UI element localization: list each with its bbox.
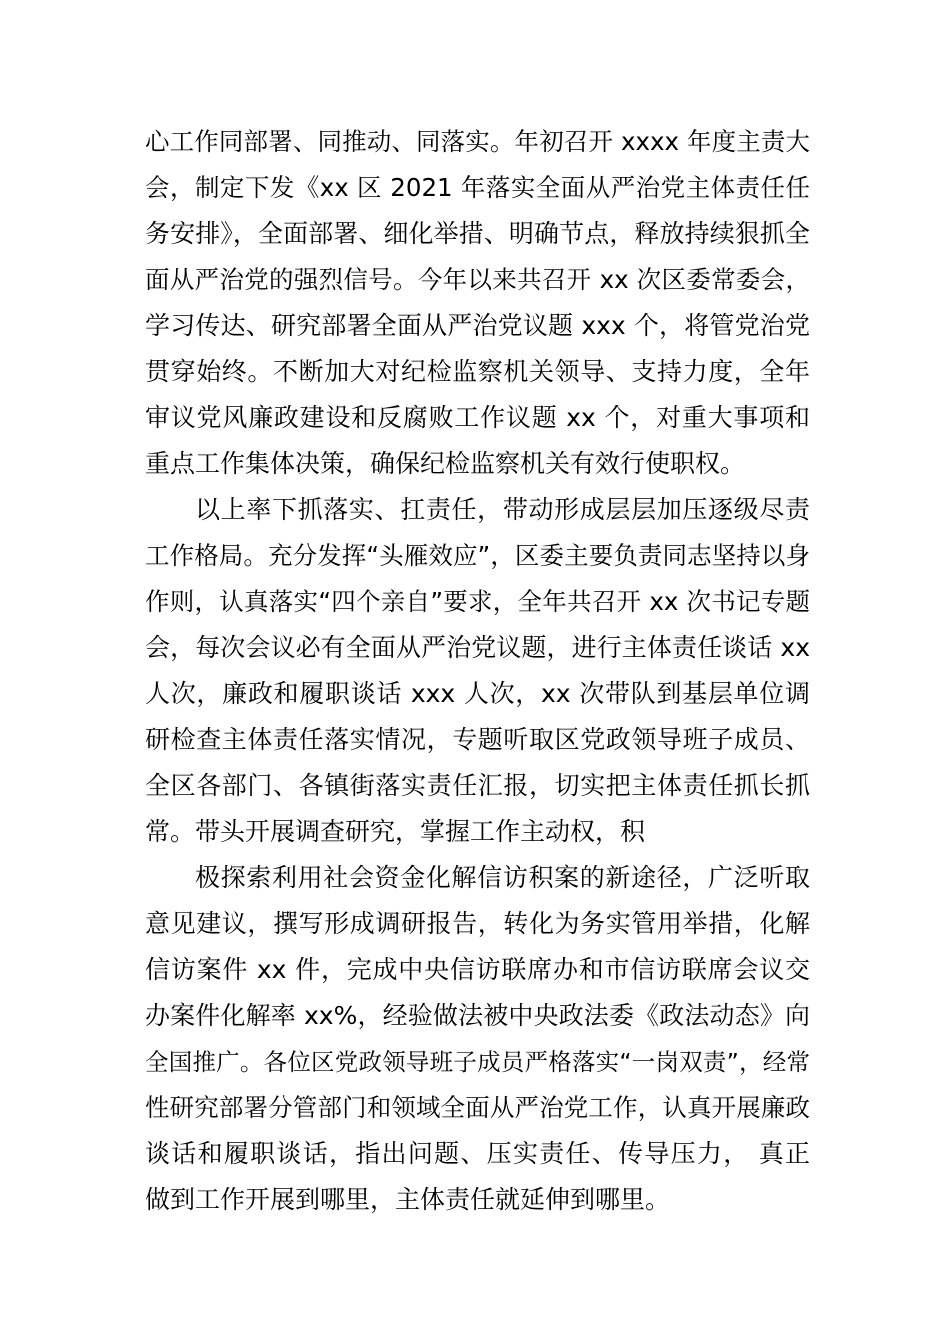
paragraph-2-line-7: 全区各部门、各镇街落实责任汇报，切实把主体责任抓长抓 [145, 771, 810, 800]
paragraph-2-line-8: 常。带头开展调查研究，掌握工作主动权，积 [145, 817, 646, 846]
paragraph-2-line-6: 研检查主体责任落实情况，专题听取区党政领导班子成员、 [145, 725, 810, 754]
paragraph-2-line-4: 会，每次会议必有全面从严治党议题，进行主体责任谈话 xx [145, 633, 810, 662]
paragraph-2-line-3: 作则，认真落实“四个亲自”要求，全年共召开 xx 次书记专题 [145, 587, 810, 616]
paragraph-3-line-2: 意见建议，撰写形成调研报告，转化为务实管用举措，化解 [145, 909, 810, 938]
body-text-line-1: 心工作同部署、同推动、同落实。年初召开 xxxx 年度主责大 [145, 127, 810, 156]
body-text-line-7: 审议党风廉政建设和反腐败工作议题 xx 个，对重大事项和 [145, 403, 810, 432]
body-text-line-4: 面从严治党的强烈信号。今年以来共召开 xx 次区委常委会， [145, 265, 810, 294]
body-text-line-3: 务安排》，全面部署、细化举措、明确节点，释放持续狠抓全 [145, 219, 810, 248]
paragraph-3-line-8: 做到工作开展到哪里，主体责任就延伸到哪里。 [145, 1185, 671, 1214]
paragraph-2-line-1: 以上率下抓落实、扛责任，带动形成层层加压逐级尽责 [195, 495, 810, 524]
paragraph-3-line-6: 性研究部署分管部门和领域全面从严治党工作，认真开展廉政 [145, 1093, 810, 1122]
paragraph-3-line-7: 谈话和履职谈话，指出问题、压实责任、传导压力， 真正 [145, 1139, 810, 1168]
body-text-line-2: 会，制定下发《xx 区 2021 年落实全面从严治党主体责任任 [145, 173, 810, 202]
paragraph-2-line-5: 人次，廉政和履职谈话 xxx 人次，xx 次带队到基层单位调 [145, 679, 810, 708]
body-text-line-8: 重点工作集体决策，确保纪检监察机关有效行使职权。 [145, 449, 746, 478]
paragraph-3-line-1: 极探索利用社会资金化解信访积案的新途径，广泛听取 [195, 863, 810, 892]
paragraph-3-line-3: 信访案件 xx 件，完成中央信访联席办和市信访联席会议交 [145, 955, 810, 984]
paragraph-3-line-4: 办案件化解率 xx%，经验做法被中央政法委《政法动态》向 [145, 1001, 810, 1030]
paragraph-2-line-2: 工作格局。充分发挥“头雁效应”，区委主要负责同志坚持以身 [145, 541, 810, 570]
paragraph-3-line-5: 全国推广。各位区党政领导班子成员严格落实“一岗双责”，经常 [145, 1048, 810, 1076]
body-text-line-6: 贯穿始终。不断加大对纪检监察机关领导、支持力度，全年 [145, 357, 810, 386]
body-text-line-5: 学习传达、研究部署全面从严治党议题 xxx 个，将管党治党 [145, 311, 810, 340]
